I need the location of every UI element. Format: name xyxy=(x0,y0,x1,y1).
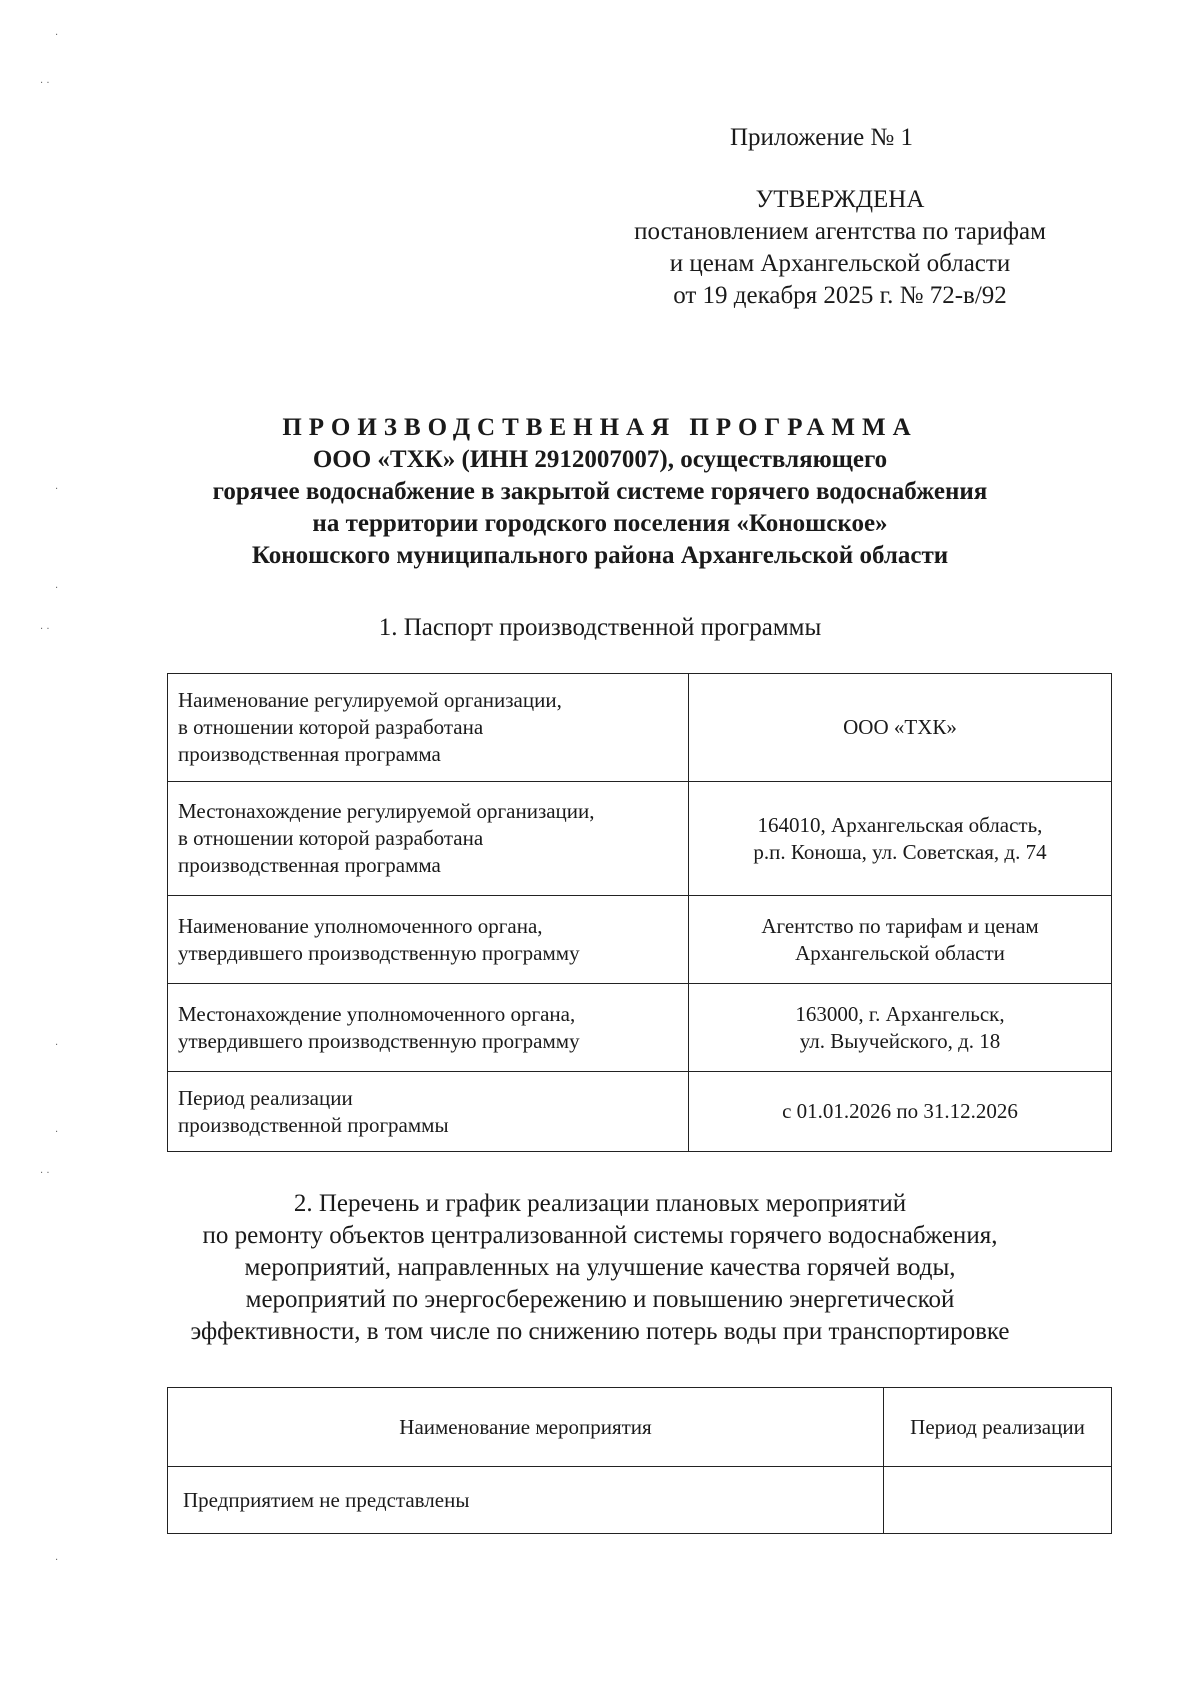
approval-line-3: от 19 декабря 2025 г. № 72-в/92 xyxy=(673,282,1007,309)
scan-speck: · xyxy=(55,484,59,495)
label-line: Период реализации xyxy=(178,1085,353,1110)
passport-row-5 xyxy=(168,1072,1112,1152)
title-line-3: горячее водоснабжение в закрытой системе горячего водоснабжения xyxy=(212,478,988,505)
label-line: Наименование регулируемой организации, xyxy=(178,688,562,712)
section-1-heading: 1. Паспорт производственной программы xyxy=(378,614,822,641)
title-line-5: Коношского муниципального района Архангельской области xyxy=(251,542,949,569)
heading-line: мероприятий, направленных на улучшение качества горячей воды, xyxy=(244,1254,956,1281)
label-line: Местонахождение уполномоченного органа, xyxy=(178,1001,576,1026)
value-line: р.п. Коноша, ул. Советская, д. 74 xyxy=(753,839,1047,864)
label-line: производственная программа xyxy=(178,742,441,766)
title-line-1: ПРОИЗВОДСТВЕННАЯ ПРОГРАММА xyxy=(282,414,918,441)
heading-line: эффективности, в том числе по снижению потерь воды при транспортировке xyxy=(190,1318,1010,1345)
column-header-name: Наименование мероприятия xyxy=(168,1388,884,1467)
label-line: в отношении которой разработана xyxy=(178,826,484,850)
passport-value xyxy=(689,1072,1112,1152)
scan-speck: · · xyxy=(40,1168,50,1179)
passport-row-2 xyxy=(168,782,1112,896)
label-line: в отношении которой разработана xyxy=(178,715,484,739)
value-line: ул. Выучейского, д. 18 xyxy=(799,1028,1001,1053)
scan-speck: · · xyxy=(40,78,50,89)
label-line: Наименование уполномоченного органа, xyxy=(178,913,543,938)
activities-header-row xyxy=(168,1388,1112,1467)
document-title xyxy=(100,412,1100,572)
passport-row-1 xyxy=(168,674,1112,782)
passport-label xyxy=(168,896,689,984)
label-line: Местонахождение регулируемой организации, xyxy=(178,799,595,823)
scan-speck: · xyxy=(55,1555,59,1566)
column-header-period: Период реализации xyxy=(884,1388,1112,1467)
scan-speck: · xyxy=(55,583,59,594)
heading-line: 2. Перечень и график реализации плановых мероприятий xyxy=(293,1190,907,1217)
value-line: Агентство по тарифам и ценам xyxy=(761,913,1039,938)
label-line: производственная программа xyxy=(178,853,441,877)
activity-period-cell xyxy=(884,1467,1112,1534)
passport-label xyxy=(168,984,689,1072)
passport-value xyxy=(689,782,1112,896)
label-line: утвердившего производственную программу xyxy=(178,1028,580,1053)
passport-table xyxy=(167,673,1112,1152)
title-line-4: на территории городского поселения «Коношское» xyxy=(312,510,888,537)
approval-line-2: и ценам Архангельской области xyxy=(669,250,1011,277)
passport-label xyxy=(168,1072,689,1152)
passport-value xyxy=(689,984,1112,1072)
section-2-heading xyxy=(100,1188,1100,1348)
activity-name-cell: Предприятием не представлены xyxy=(168,1467,884,1534)
passport-label xyxy=(168,674,689,782)
scan-speck: · · xyxy=(40,624,50,635)
activities-table xyxy=(167,1387,1112,1534)
passport-label xyxy=(168,782,689,896)
value-line: Архангельской области xyxy=(795,940,1005,965)
approval-status: УТВЕРЖДЕНА xyxy=(755,186,925,213)
label-line: утвердившего производственную программу xyxy=(178,940,580,965)
scan-speck: · xyxy=(55,1040,59,1051)
scan-speck: · xyxy=(55,1127,59,1138)
value-line: ООО «ТХК» xyxy=(843,715,957,739)
approval-stamp xyxy=(600,184,1080,312)
passport-row-4 xyxy=(168,984,1112,1072)
heading-line: мероприятий по энергосбережению и повышению энергетической xyxy=(245,1286,955,1313)
passport-row-3 xyxy=(168,896,1112,984)
approval-line-1: постановлением агентства по тарифам xyxy=(634,218,1046,245)
passport-value xyxy=(689,896,1112,984)
table-row xyxy=(168,1467,1112,1534)
value-line: с 01.01.2026 по 31.12.2026 xyxy=(782,1099,1018,1123)
value-line: 164010, Архангельская область, xyxy=(757,812,1043,837)
title-line-2: ООО «ТХК» (ИНН 2912007007), осуществляющего xyxy=(312,446,888,473)
value-line: 163000, г. Архангельск, xyxy=(795,1001,1005,1026)
scan-speck: · xyxy=(55,30,59,41)
annex-number: Приложение № 1 xyxy=(730,124,914,151)
heading-line: по ремонту объектов централизованной системы горячего водоснабжения, xyxy=(202,1222,998,1249)
passport-value xyxy=(689,674,1112,782)
label-line: производственной программы xyxy=(178,1112,449,1137)
